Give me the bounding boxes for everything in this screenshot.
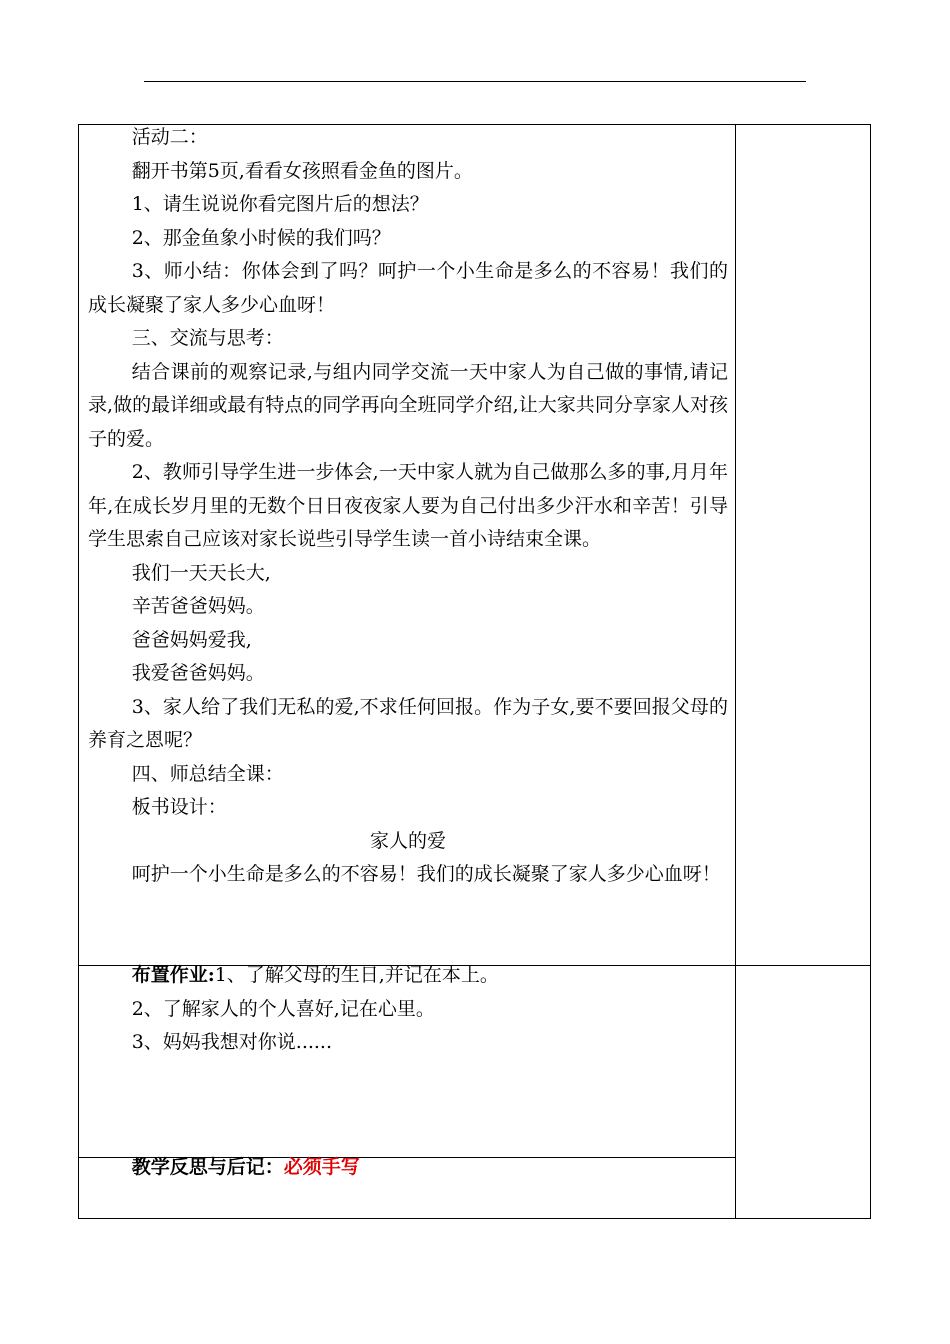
board-title: 家人的爱 — [369, 829, 446, 852]
homework-item-2: 2、了解家人的个人喜好,记在心里。 — [131, 997, 435, 1020]
activity2-heading: 活动二： — [131, 126, 208, 148]
poem-line: 辛苦爸爸妈妈。 — [131, 595, 265, 617]
activity2-question-2: 2、那金鱼象小时候的我们吗？ — [131, 226, 391, 249]
homework-label: 布置作业: — [131, 964, 215, 986]
section3-paragraph-2: 2、教师引导学生进一步体会,一天中家人就为自己做那么多的事,月月年年,在成长岁月里的无数个日日夜夜家人要为自己付出多少汗水和辛苦！引导学生思索自己应该对家长说些引导学生读一首小诗结束全课。 — [88, 461, 728, 550]
activity2-question-1: 1、请生说说你看完图片后的想法？ — [131, 193, 429, 215]
poem-line: 我爱爸爸妈妈。 — [131, 662, 265, 684]
section3-paragraph-1: 结合课前的观察记录,与组内同学交流一天中家人为自己做的事情,请记录,做的最详细或最有特点的同学再向全班同学介绍,让大家共同分享家人对孩子的爱。 — [88, 360, 728, 450]
poem-line: 爸爸妈妈爱我, — [131, 628, 252, 651]
homework-item-3: 3、妈妈我想对你说...... — [131, 1031, 333, 1053]
section3-heading: 三、交流与思考： — [131, 327, 284, 349]
lesson-process-cell — [88, 121, 728, 892]
activity2-intro: 翻开书第5页,看看女孩照看金鱼的图片。 — [131, 159, 473, 182]
section4-heading: 四、师总结全课： — [131, 762, 284, 785]
reflection-note: 必须手写 — [283, 1156, 360, 1178]
table-column-divider — [735, 124, 736, 1219]
poem-line: 我们一天天长大, — [131, 561, 271, 584]
board-text: 呵护一个小生命是多么的不容易！我们的成长凝聚了家人多少心血呀！ — [131, 863, 721, 885]
reflection-label: 教学反思与后记： — [131, 1156, 284, 1178]
activity2-summary: 3、师小结：你体会到了吗？呵护一个小生命是多么的不容易！我们的成长凝聚了家人多少心血呀！ — [88, 260, 728, 316]
homework-line-1 — [88, 959, 728, 993]
homework-cell — [88, 959, 728, 1060]
reflection-cell — [88, 1151, 728, 1185]
homework-item-1: 1、了解父母的生日,并记在本上。 — [214, 964, 499, 986]
header-rule — [144, 81, 806, 82]
section3-paragraph-3: 3、家人给了我们无私的爱,不求任何回报。作为子女,要不要回报父母的养育之恩呢？ — [88, 695, 728, 751]
board-design-label: 板书设计： — [131, 796, 227, 818]
reflection-line — [88, 1151, 728, 1185]
